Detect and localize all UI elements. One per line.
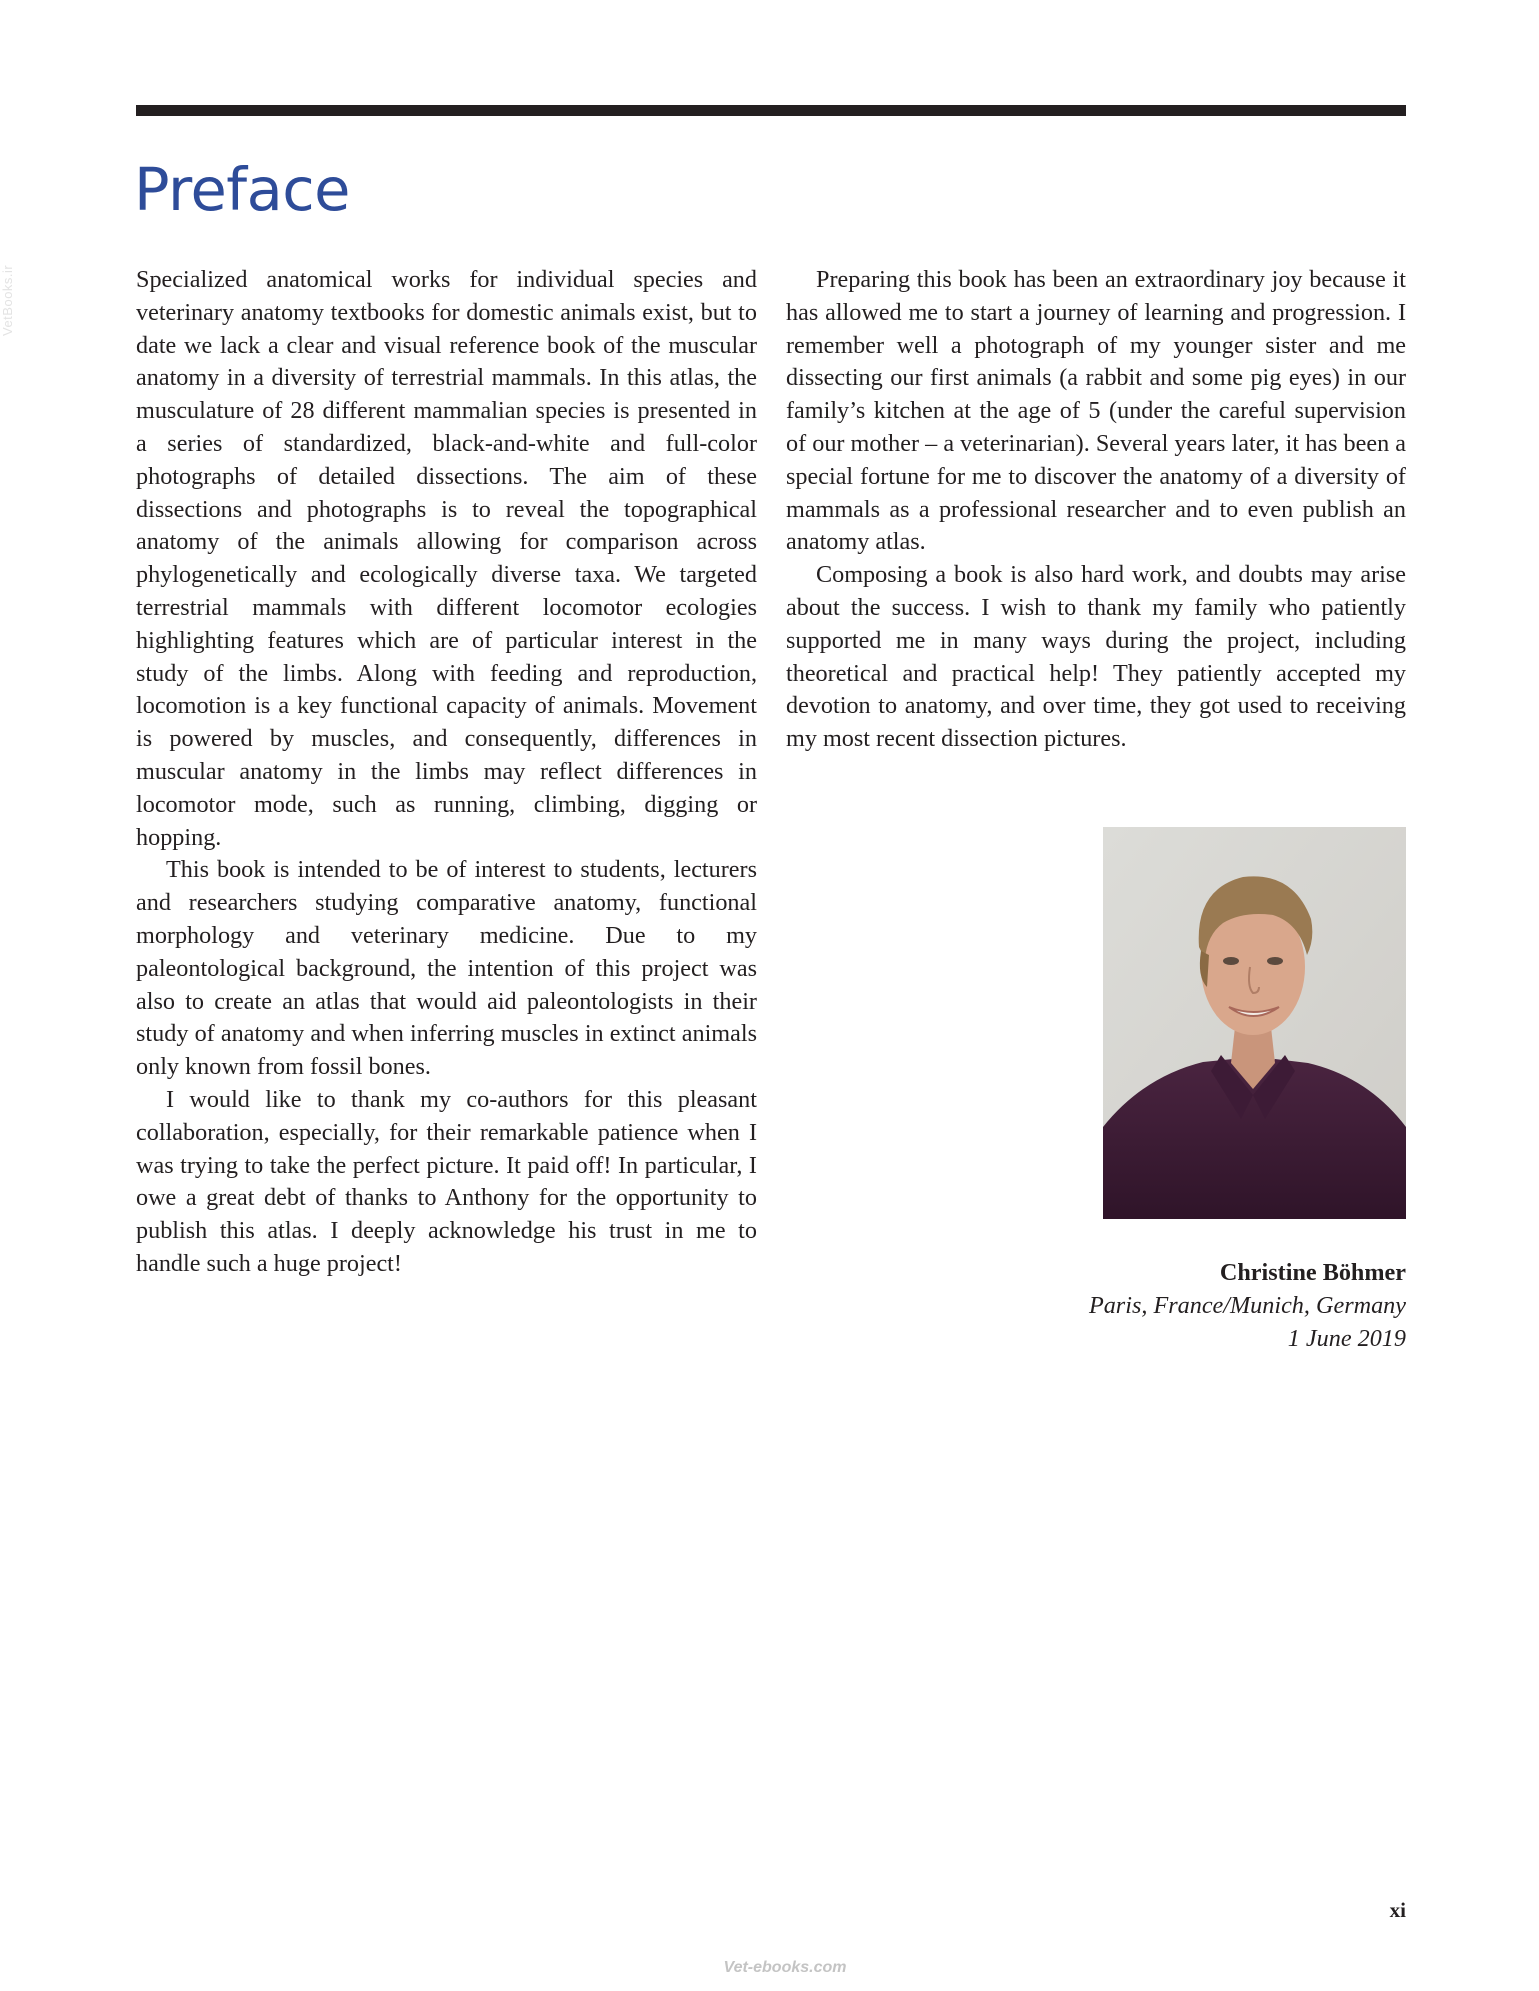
signature-block (1089, 1256, 1406, 1355)
paragraph-journey: Preparing this book has been an extraordinary joy because it has allowed me to start a journey of learning and progression. I remember well a photograph of my younger sister and me dissecting our first animals (a rabbit and some pig eyes) in our family’s kitchen at the age of 5 (under the careful supervision of our mother – a veterinarian). Several years later, it has been a special fortune for me to discover the anatomy of a diversity of mammals as a professional researcher and to even publish an anatomy atlas. (786, 266, 1406, 556)
page-title: Preface (134, 155, 350, 224)
paragraph-coauthors: I would like to thank my co-authors for this pleasant collaboration, especially, for their remarkable patience when I was trying to take the perfect picture. It paid off! In particular, I owe a great debt of thanks to Anthony for the opportunity to publish this atlas. I deeply acknowledge his trust in me to handle such a huge project! (136, 1085, 757, 1277)
side-watermark: VetBooks.ir (0, 264, 15, 336)
top-rule (136, 105, 1406, 116)
signature-date: 1 June 2019 (1287, 1325, 1406, 1352)
author-photo (1103, 827, 1406, 1219)
author-name: Christine Böhmer (1219, 1259, 1406, 1286)
bottom-watermark: Vet-ebooks.com (723, 1959, 847, 1976)
page-number: xi (1389, 1898, 1406, 1922)
paragraph-intro: Specialized anatomical works for individual species and veterinary anatomy textbooks for domestic animals exist, but to date we lack a clear and visual reference book of the muscular anatomy in a diversity of terrestrial mammals. In this atlas, the musculature of 28 different mammalian species is presented in a series of standardized, black-and-white and full-color photographs of detailed dissections. The aim of these dissections and photographs is to reveal the topographical anatomy of the animals allowing for comparison across phylogenetically and ecologically diverse taxa. We targeted terrestrial mammals with different locomotor ecologies highlighting features which are of particular interest in the study of the limbs. Along with feeding and reproduction, locomotion is a key functional capacity of animals. Movement is powered by muscles, and consequently, differences in muscular anatomy in the limbs may reflect differences in locomotor mode, such as running, climbing, digging or hopping. (136, 266, 757, 851)
paragraph-audience: This book is intended to be of interest to students, lecturers and researchers studying comparative anatomy, functional morphology and veterinary medicine. Due to my paleontological background, the intention of this project was also to create an atlas that would aid paleontologists in their study of anatomy and when inferring muscles in extinct animals only known from fossil bones. (136, 856, 757, 1081)
paragraph-family: Composing a book is also hard work, and doubts may arise about the success. I wish to thank my family who patiently supported me in many ways during the project, including theoretical and practical help! They patiently accepted my devotion to anatomy, and over time, they got used to receiving my most recent dissection pictures. (786, 561, 1406, 753)
author-location: Paris, France/Munich, Germany (1088, 1292, 1406, 1319)
right-column (786, 264, 1406, 756)
left-column (136, 264, 757, 1281)
